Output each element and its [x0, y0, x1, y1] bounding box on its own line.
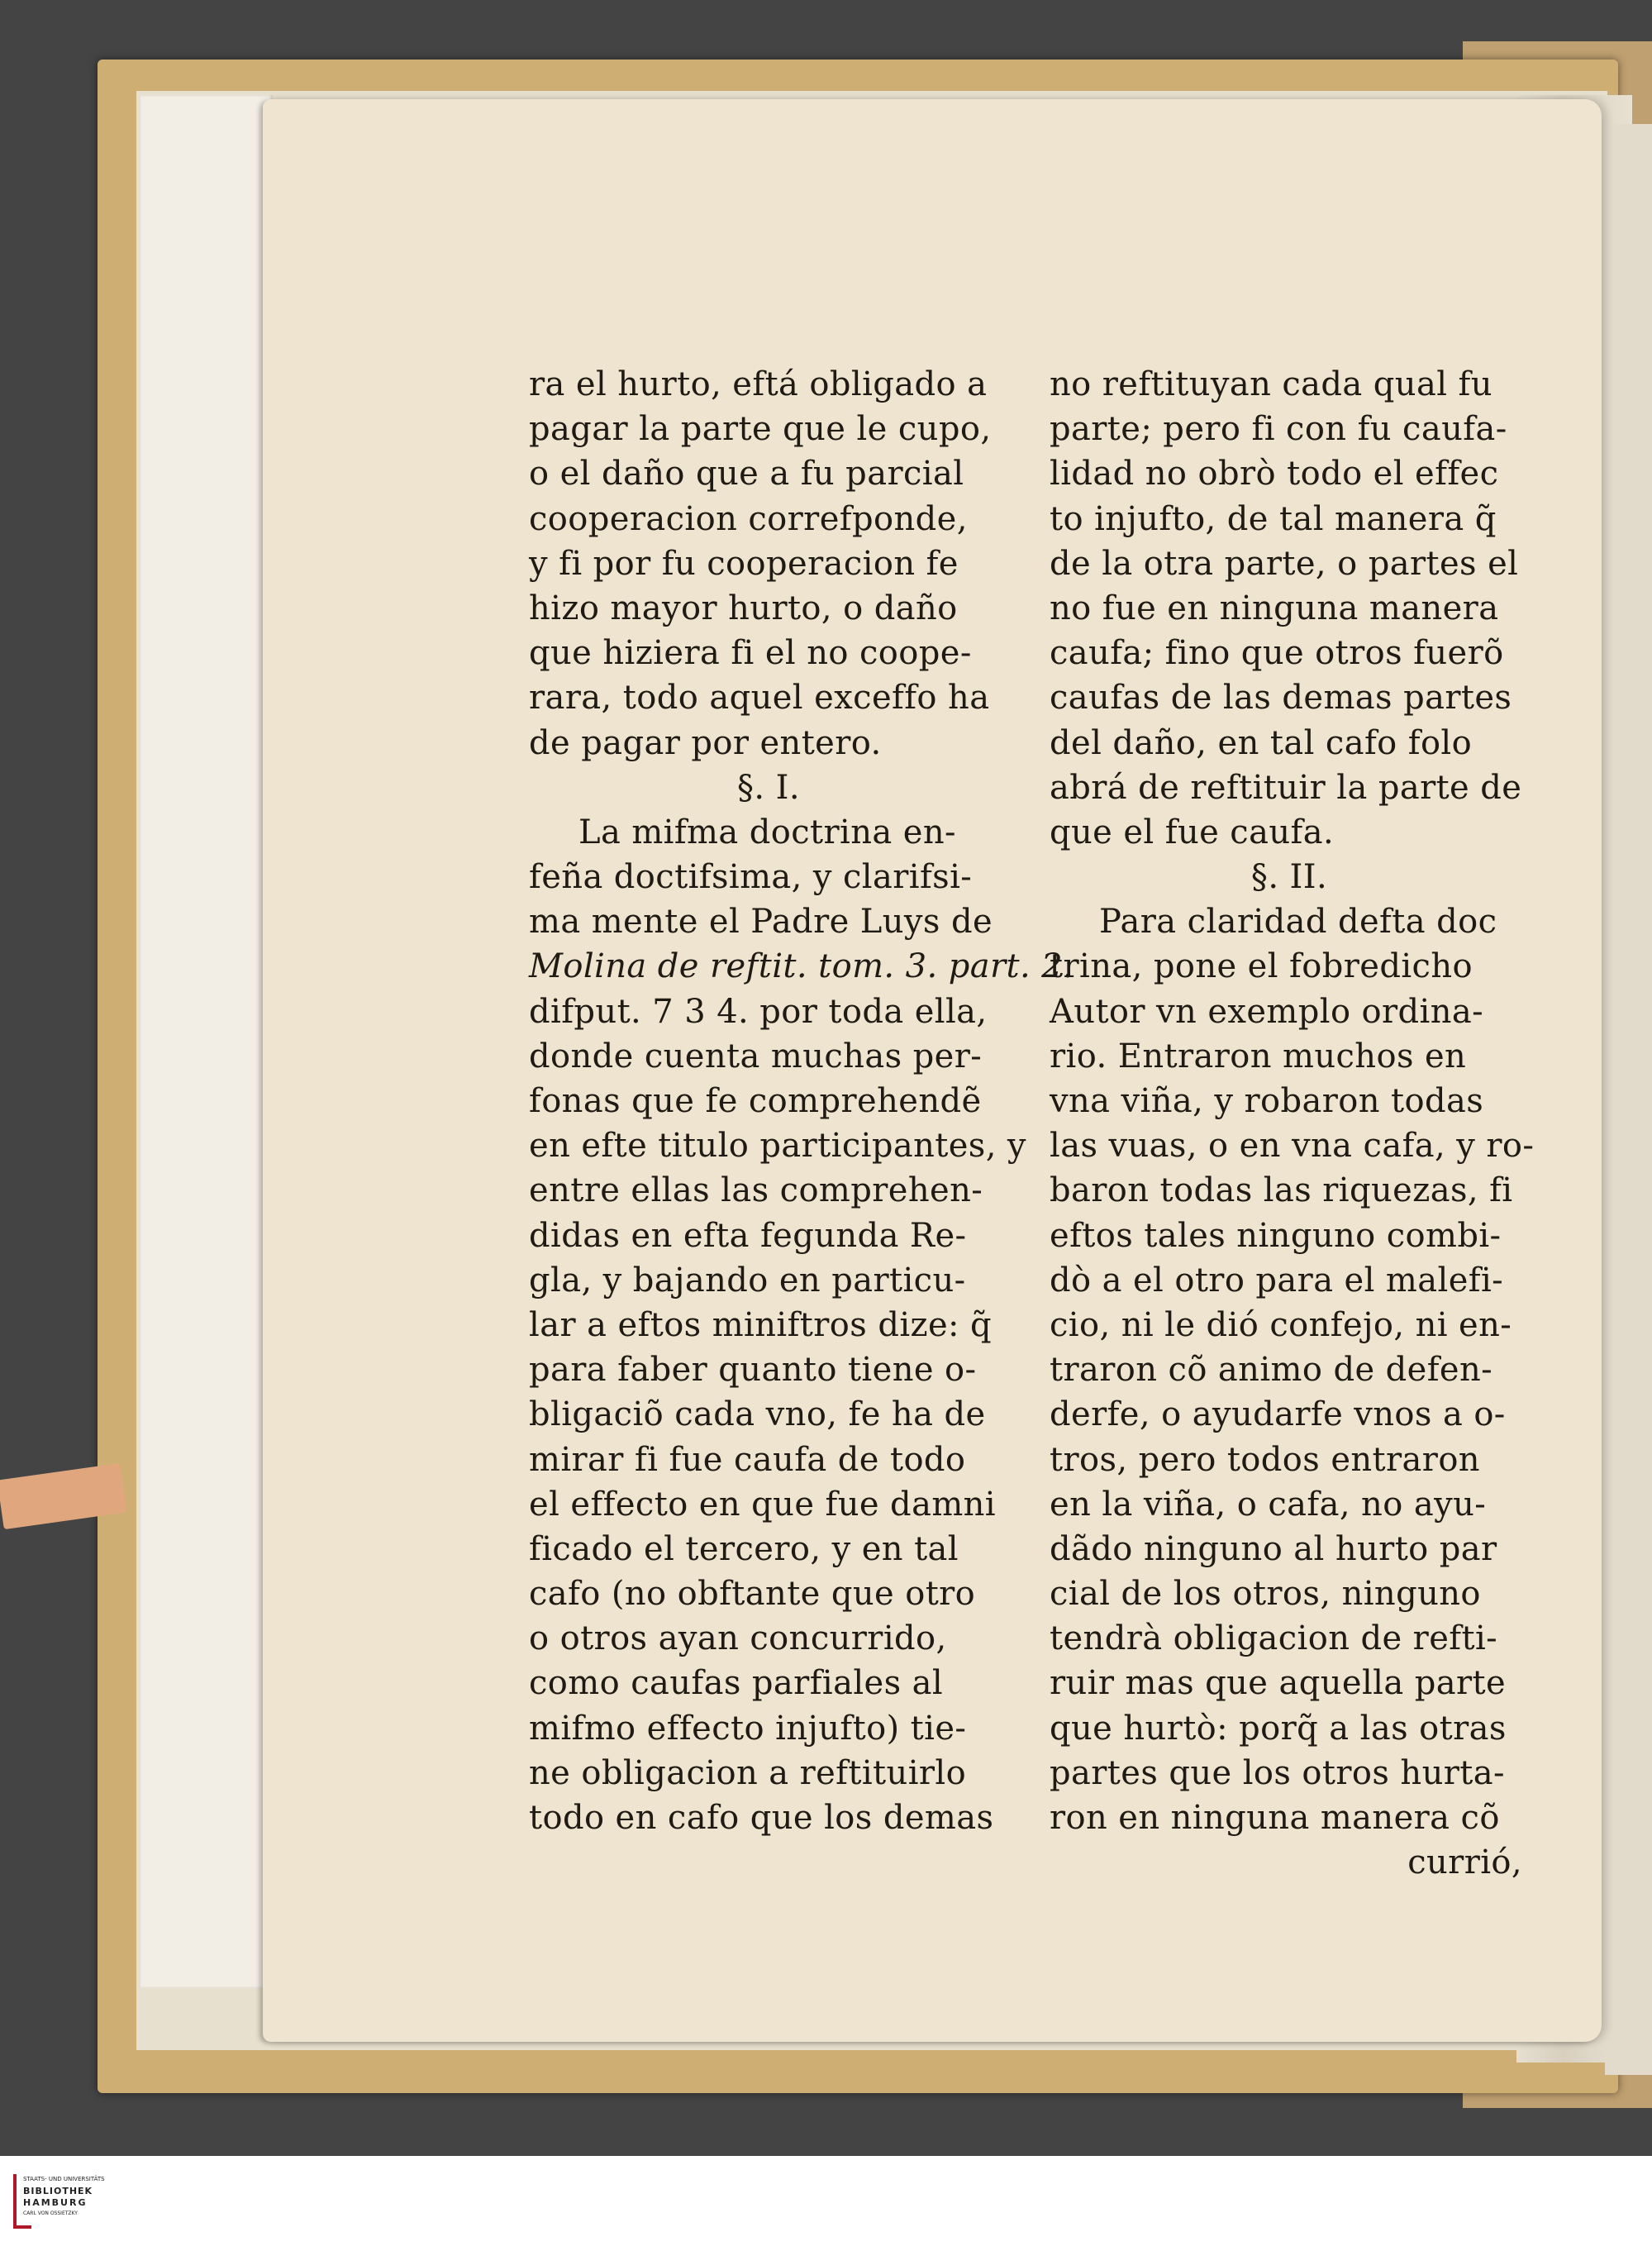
text-line: en la viña, o cafa, no ayu-: [1050, 1485, 1487, 1524]
section-heading: §. II.: [1250, 858, 1328, 897]
text-line: o el daño que a fu parcial: [529, 455, 964, 494]
logo-text-line: CARL VON OSSIETZKY: [23, 2210, 78, 2216]
text-line: to injufto, de tal manera q̃: [1050, 499, 1497, 538]
logo-text-line: BIBLIOTHEK: [23, 2186, 93, 2196]
text-line: rara, todo aquel exceffo ha: [529, 679, 990, 718]
library-logo: [13, 2174, 112, 2232]
text-line: cafo (no obftante que otro: [529, 1575, 976, 1614]
text-line: todo en cafo que los demas: [529, 1799, 994, 1837]
text-line: ma mente el Padre Luys de: [529, 903, 993, 942]
section-heading: §. I.: [737, 768, 800, 807]
text-line: rio. Entraron muchos en: [1050, 1037, 1467, 1075]
text-line: las vuas, o en vna cafa, y ro-: [1050, 1127, 1535, 1166]
text-line: gla, y bajando en particu-: [529, 1261, 966, 1300]
text-line: trina, pone el fobredicho: [1050, 947, 1473, 986]
footer-bar: [0, 2156, 1652, 2251]
text-line: que hurtò: porq̃ a las otras: [1050, 1709, 1507, 1748]
facing-page-edge-outer: [1605, 124, 1652, 2075]
text-line: La mifma doctrina en-: [578, 813, 956, 851]
text-line: mifmo effecto injufto) tie-: [529, 1709, 967, 1748]
logo-mark: [13, 2174, 17, 2229]
text-line: o otros ayan concurrido,: [529, 1619, 947, 1658]
text-line: lar a eftos miniftros dize: q̃: [529, 1305, 993, 1344]
text-line: de pagar por entero.: [529, 723, 882, 762]
text-line: ruir mas que aquella parte: [1050, 1664, 1507, 1703]
text-line: ficado el tercero, y en tal: [529, 1529, 959, 1568]
text-line: que hiziera fi el no coope-: [529, 634, 972, 673]
text-line: difput. 7 3 4. por toda ella,: [529, 992, 988, 1031]
text-line: vna viña, y robaron todas: [1050, 1082, 1484, 1120]
text-line: en efte titulo participantes, y: [529, 1127, 1026, 1166]
text-line: didas en efta fegunda Re-: [529, 1216, 967, 1255]
text-line: entre ellas las comprehen-: [529, 1171, 983, 1210]
text-line: eftos tales ninguno combi-: [1050, 1216, 1502, 1255]
right-text-column: [1050, 362, 1535, 1885]
text-line: el effecto en que fue damni: [529, 1485, 996, 1524]
text-line: cooperacion correfponde,: [529, 499, 968, 538]
flyleaf: [140, 95, 273, 1988]
text-line: tendrà obligacion de refti-: [1050, 1619, 1498, 1658]
text-line: de la otra parte, o partes el: [1050, 544, 1519, 583]
text-line: no fue en ninguna manera: [1050, 589, 1499, 627]
text-line: hizo mayor hurto, o daño: [529, 589, 958, 627]
text-line: ne obligacion a reftituirlo: [529, 1753, 967, 1792]
text-line: cio, ni le dió confejo, ni en-: [1050, 1305, 1512, 1344]
text-line: abrá de reftituir la parte de: [1050, 768, 1522, 807]
text-line: fonas que fe comprehendẽ: [529, 1082, 982, 1120]
text-line: baron todas las riquezas, fi: [1050, 1171, 1513, 1210]
text-line: como caufas parfiales al: [529, 1664, 944, 1703]
text-line: para faber quanto tiene o-: [529, 1351, 977, 1390]
text-line: caufas de las demas partes: [1050, 679, 1512, 718]
logo-text-line: STAATS- UND UNIVERSITÄTS: [23, 2176, 105, 2182]
text-line: dò a el otro para el malefi-: [1050, 1261, 1504, 1300]
text-line: Autor vn exemplo ordina-: [1050, 992, 1484, 1031]
catchword: currió,: [1407, 1843, 1522, 1882]
text-line: dãdo ninguno al hurto par: [1050, 1529, 1497, 1568]
text-line: tros, pero todos entraron: [1050, 1440, 1480, 1479]
text-line: feña doctifsima, y clarifsi-: [529, 858, 973, 897]
text-line: donde cuenta muchas per-: [529, 1037, 983, 1075]
text-line: ron en ninguna manera cõ: [1050, 1799, 1500, 1837]
text-line: partes que los otros hurta-: [1050, 1753, 1505, 1792]
left-text-column: [529, 362, 1074, 1840]
text-line: caufa; fino que otros fuerõ: [1050, 634, 1504, 673]
text-line: no reftituyan cada qual fu: [1050, 365, 1493, 403]
text-line: Para claridad defta doc: [1099, 903, 1497, 942]
text-line: Molina de reftit. tom. 3. part. 2.: [529, 947, 1074, 986]
text-line: bligaciõ cada vno, fe ha de: [529, 1395, 986, 1434]
text-line: que el fue caufa.: [1050, 813, 1335, 851]
text-line: ra el hurto, eftá obligado a: [529, 365, 988, 403]
text-line: parte; pero fi con fu caufa-: [1050, 410, 1507, 449]
text-line: cial de los otros, ninguno: [1050, 1575, 1481, 1614]
logo-text-line: HAMBURG: [23, 2197, 88, 2208]
text-line: pagar la parte que le cupo,: [529, 410, 992, 449]
logo-mark-hook: [13, 2225, 31, 2229]
text-line: lidad no obrò todo el effec: [1050, 455, 1499, 494]
text-line: derfe, o ayudarfe vnos a o-: [1050, 1395, 1506, 1434]
text-line: traron cõ animo de defen-: [1050, 1351, 1493, 1390]
text-line: y fi por fu cooperacion fe: [529, 544, 959, 583]
text-line: del daño, en tal cafo folo: [1050, 723, 1473, 762]
text-line: mirar fi fue caufa de todo: [529, 1440, 966, 1479]
